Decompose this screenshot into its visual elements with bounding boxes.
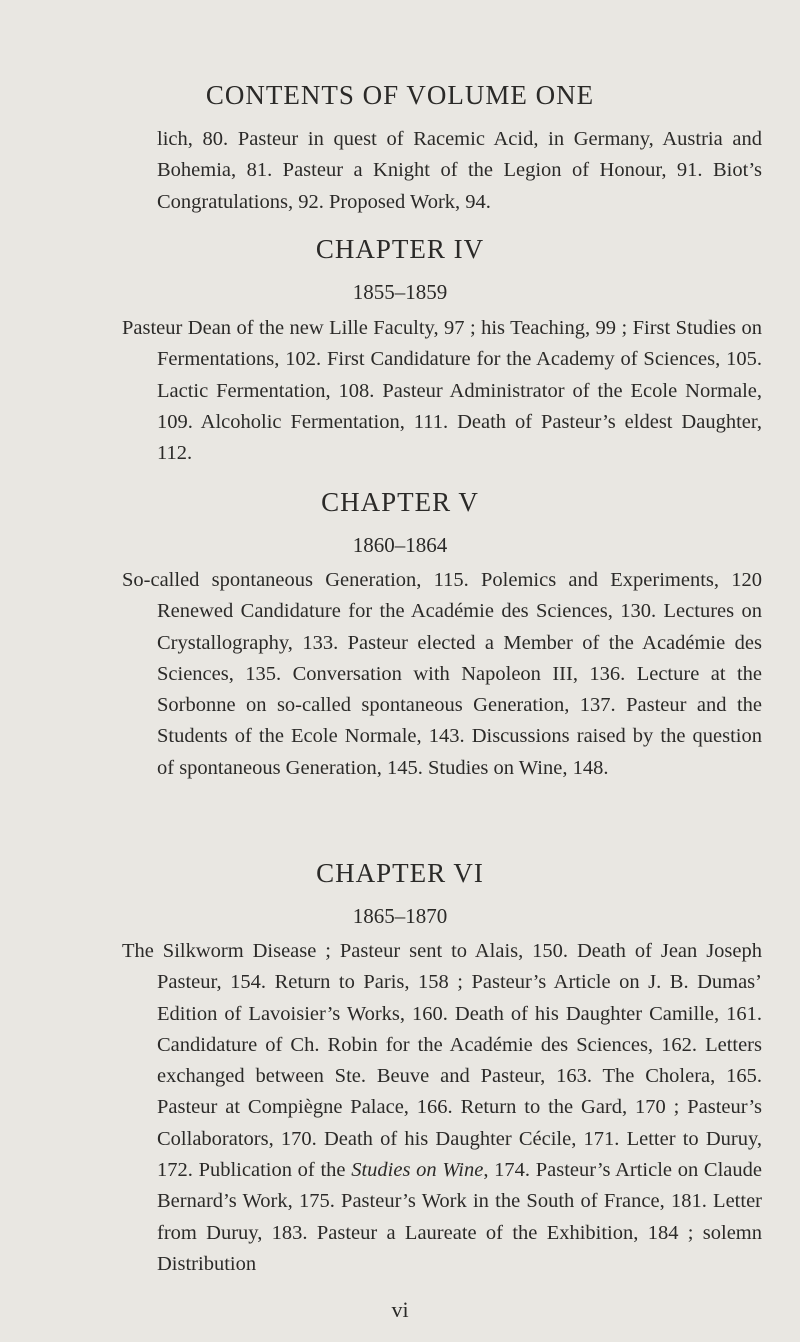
chapter-v-title: CHAPTER V xyxy=(321,487,479,517)
contents-continuation: lich, 80. Pasteur in quest of Racemic Acid, in Germany, Austria and Bohemia, 81. Pasteur a Knight of the Legion of Honour, 91. Biot’s Congratulations, 92. Proposed Work, 94. xyxy=(157,128,762,213)
chapter-v-years: 1860–1864 xyxy=(352,533,448,557)
running-head: CONTENTS OF VOLUME ONE xyxy=(205,80,595,110)
chapter-iv-title: CHAPTER IV xyxy=(315,234,485,264)
chapter-vi-text-start: The Silkworm Disease ; Pasteur sent to Alais, 150. Death of Jean Joseph Pasteur, 154. Return to Paris, 158 ; Pasteur’s Article on J. B. Dumas’ Edition of Lavoisier’s Works, 160. Death of his Daughter Camille, 161. Candidature of Ch. Robin for the Académie des Sciences, 162. Letters exchanged between Ste. Beuve and Pasteur, 163. The Cholera, 165. Pasteur at Compiègne Palace, 166. Return to the Gard, 170 ; Pasteur’s Collaborators, 170. Death of his Daughter Cécile, 171. Letter to Duruy, 172. Publication of the xyxy=(122,940,762,1182)
chapter-vi-contents xyxy=(122,936,762,1280)
chapter-iv-contents: Pasteur Dean of the new Lille Faculty, 97 ; his Teaching, 99 ; First Studies on Fermentations, 102. First Candidature for the Academy of Sciences, 105. Lactic Fermentation, 108. Pasteur Administrator of the Ecole Normale, 109. Alcoholic Fermentation, 111. Death of Pasteur’s eldest Daughter, 112. xyxy=(122,317,762,465)
chapter-vi-years: 1865–1870 xyxy=(352,904,448,928)
chapter-v-contents: So-called spontaneous Generation, 115. Polemics and Experiments, 120 Renewed Candidature for the Académie des Sciences, 130. Lectures on Crystallography, 133. Pasteur elected a Member of the Académie des Sciences, 135. Conversation with Napoleon III, 136. Lecture at the Sorbonne on so-called spontaneous Generation, 137. Pasteur and the Students of the Ecole Normale, 143. Discussions raised by the question of spontaneous Generation, 145. Studies on Wine, 148. xyxy=(122,569,762,779)
chapter-vi-italic-title: Studies on Wine xyxy=(351,1159,484,1182)
chapter-vi-title: CHAPTER VI xyxy=(316,858,484,888)
chapter-iv-years: 1855–1859 xyxy=(352,280,448,304)
page-number: vi xyxy=(391,1297,409,1322)
chapter-vi-text-end: , 174. Pasteur’s Article on Claude Bernard’s Work, 175. Pasteur’s Work in the South of France, 181. Letter from Duruy, 183. Pasteur a Laureate of the Exhibition, 184 ; solemn Distribution xyxy=(157,1159,762,1275)
